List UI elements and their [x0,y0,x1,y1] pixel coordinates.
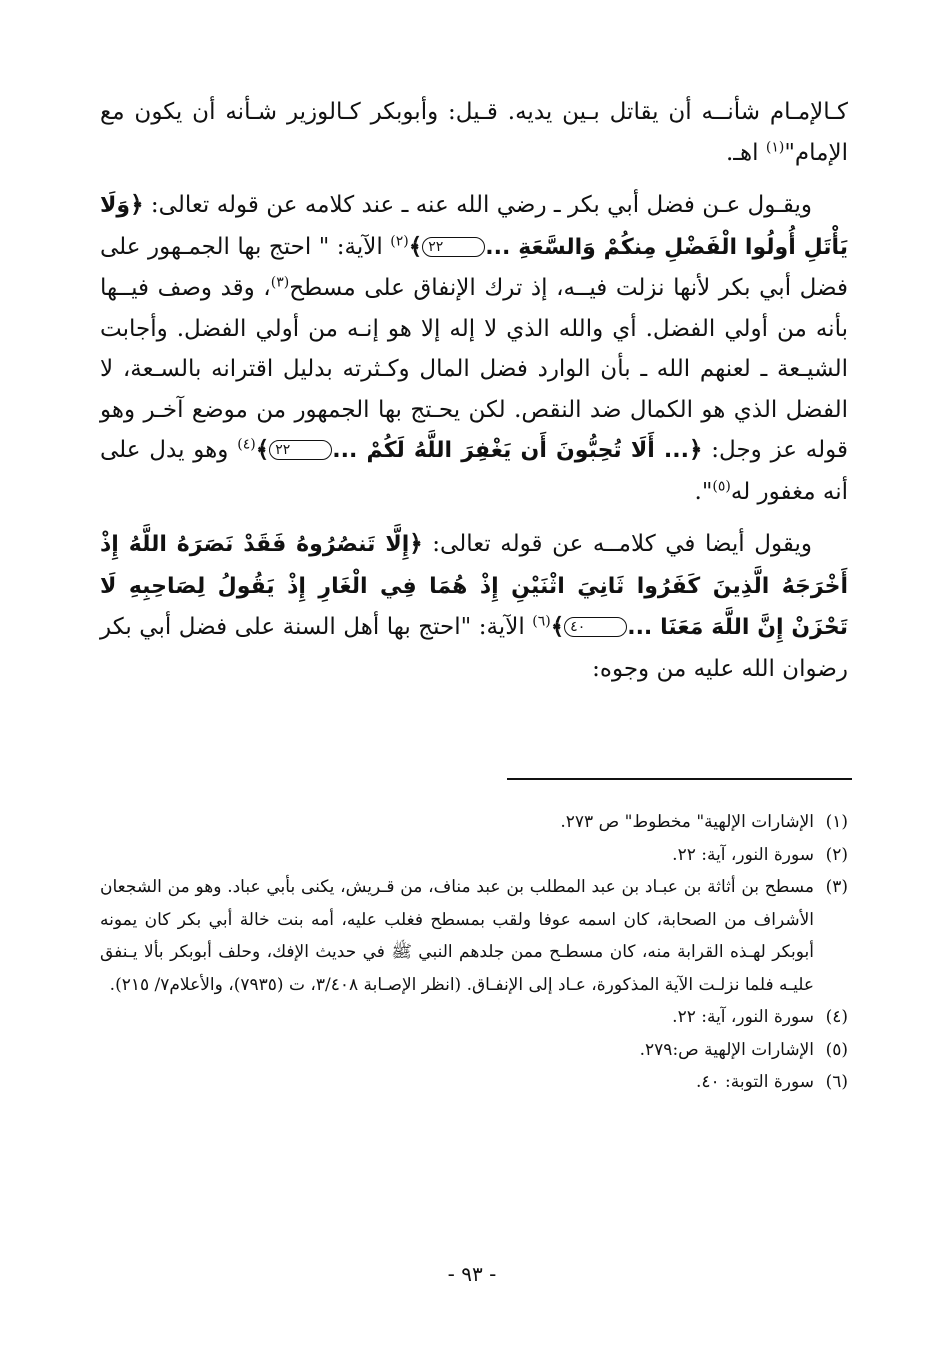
ayah-number-1: ٢٢ [422,237,485,257]
footnote-ref-6: (٦) [532,613,551,630]
paragraph-1 [100,92,848,173]
footnote-ref-5: (٥) [712,477,731,494]
paragraph-3 [100,524,848,689]
main-text [100,92,848,689]
quran-verse-2: ... أَلَا تُحِبُّونَ أَن يَغْفِرَ اللَّهُ لَكُمْ ... [332,438,689,463]
footnote-number: (٦) [825,1072,848,1092]
footnote-text: سورة النور، آية: ٢٢. [672,1007,814,1027]
footnote-ref-4: (٤) [237,436,256,453]
footnotes [100,806,848,1099]
footnote-number: (٣) [825,877,848,897]
paragraph-2-intro: ويقـول عـن فضل أبي بكر ـ رضي الله عنه ـ عند كلامه عن قوله تعالى: [150,192,812,218]
quran-open-bracket: ﴿ [688,437,703,463]
footnote-text: مسطح بن أثاثة بن عبـاد بن عبد المطلب بن عبد مناف، من قـريش، يكنى بأبي عباد. وهو من الشجعان الأشراف من الصحابة، كان اسمه عوفا ولقب بمسطح فغلب عليه، أمه بنت خالة أبي بكر كان يمونه أبوبكر لهـذه القرابة منه، كان مسطـح ممن جلدهم النبي ﷺ في حديث الإفك، وحلف أبوبكر بألا يـنفق عليـه فلما نزلـت الآية المذكورة، عـاد إلى الإنفـاق. (انظر الإصـابة ٣/٤٠٨، ت (٧٩٣٥)، والأعلام٧/ ٢١٥). [100,877,814,995]
footnote [100,1066,848,1099]
footnote [100,806,848,839]
footnote-ref-1: (١) [765,138,785,155]
paragraph-1-end: اهـ. [725,139,766,166]
footnote-number: (١) [825,812,848,832]
footnote-number: (٤) [825,1007,848,1027]
paragraph-3-text: الآية: "احتج بها أهل السنة على فضل أبي بكر رضوان الله عليه من وجوه: [100,614,848,682]
paragraph-2-end: ". [694,478,713,505]
paragraph-2-text-final: وهو يدل على أنه مغفور له [100,437,848,505]
footnote [100,871,848,1001]
paragraph-2-text-continued: ، وقد وصف فيــها بأنه من أولي الفضل. أي والله الذي لا إله إلا هو إنـه من أولي الفضل. وأجابت الشيـعة ـ لعنهم الله ـ بأن الوارد فضل المال وكـثرته بدليل اقترانه بالسـعة، لا الفضل الذي هو الكمال ضد النقص. لكن يحـتج بها الجمهور من موضع آخـر وهو قوله عز وجل: [100,275,849,463]
quran-close-bracket: ﴾ [408,233,423,260]
footnote-separator [507,778,852,780]
footnote-text: سورة التوبة: ٤٠. [695,1072,814,1092]
footnote [100,839,848,872]
quran-close-bracket: ﴾ [255,437,270,463]
quran-open-bracket: ﴿ [130,192,144,218]
quran-close-bracket: ﴾ [550,614,565,640]
footnote-number: (٢) [825,844,848,865]
paragraph-1-text: كـالإمـام شأنــه أن يقاتل بـين يديه. قـيل: وأبوبكر كـالوزير شـأنه أن يكون مع الإمام" [100,99,848,166]
footnote-text: الإشارات الإلهية ص:٢٧٩. [639,1039,814,1060]
footnote [100,1001,848,1034]
footnote-ref-2: (٢) [390,232,409,249]
paragraph-3-intro: ويقول أيضا في كلامــه عن قوله تعالى: [432,531,812,557]
quran-open-bracket: ﴿ [409,531,423,557]
ayah-number-2: ٢٢ [269,440,332,460]
ayah-number-3: ٤٠ [564,617,627,637]
paragraph-2-text: الآية: " احتج بها الجمـهور على فضل أبي بكر لأنها نزلت فيــه، إذ ترك الإنفاق على مسطح [100,233,848,301]
footnote-ref-3: (٣) [270,274,290,291]
footnote-number: (٥) [825,1039,848,1060]
paragraph-2 [100,185,848,512]
page-number: - ٩٣ - [447,1262,497,1286]
footnote-text: الإشارات الإلهية" مخطوط" ص ٢٧٣. [560,812,814,832]
quran-verse-1: وَلَا يَأْتَلِ أُولُوا الْفَضْلِ مِنكُمْ وَالسَّعَةِ ... [100,193,849,260]
footnote-text: سورة النور، آية: ٢٢. [672,844,814,865]
footnote [100,1034,848,1067]
quran-verse-3: إِلَّا تَنصُرُوهُ فَقَدْ نَصَرَهُ اللَّهُ إِذْ أَخْرَجَهُ الَّذِينَ كَفَرُوا ثَانِيَ اثْنَيْنِ إِذْ هُمَا فِي الْغَارِ إِذْ يَقُولُ لِصَاحِبِهِ لَا تَحْزَنْ إِنَّ اللَّهَ مَعَنَا ... [100,532,848,640]
